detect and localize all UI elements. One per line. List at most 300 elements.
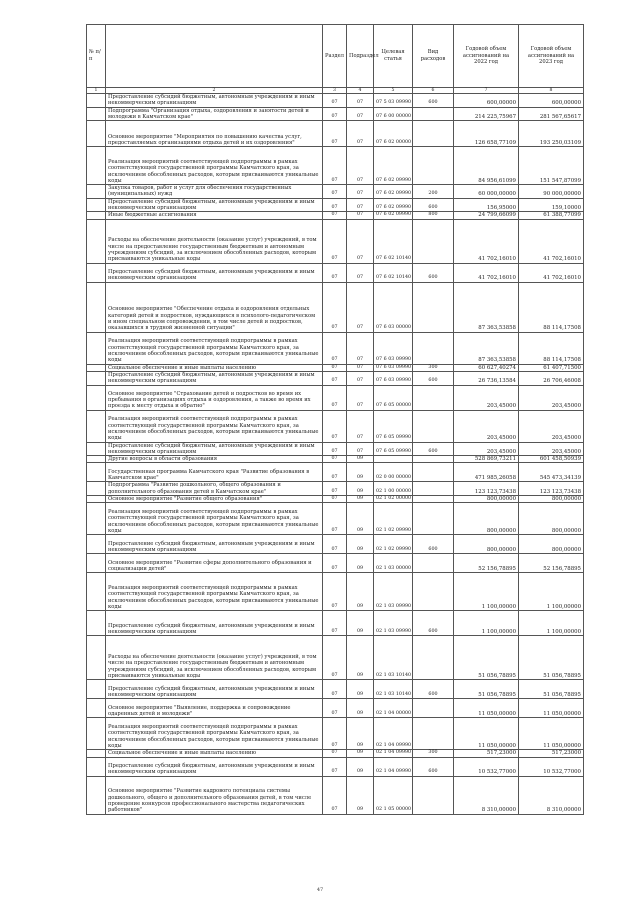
row-expense-type: 600 [413, 263, 454, 282]
row-podrazdel: 07 [347, 107, 374, 121]
row-name: Основное мероприятие "Мероприятия по повышению качества услуг, предоставляемых организациями отдыха детей и их оздоровления" [106, 121, 323, 147]
row-razdel: 07 [323, 456, 347, 463]
table-row [87, 410, 584, 442]
row-target-article: 07 6 02 09990 [374, 147, 413, 185]
row-number-cell [87, 219, 106, 263]
row-amount-2023: 41 702,16010 [519, 219, 584, 263]
row-razdel: 07 [323, 121, 347, 147]
row-podrazdel: 09 [347, 757, 374, 776]
row-amount-2022: 600,00000 [454, 94, 519, 108]
row-amount-2023: 517,23000 [519, 750, 584, 757]
row-razdel: 07 [323, 442, 347, 456]
row-number-cell [87, 371, 106, 385]
header-name [106, 25, 323, 88]
row-podrazdel: 09 [347, 463, 374, 482]
row-target-article: 02 1 03 10140 [374, 636, 413, 680]
row-number-cell [87, 410, 106, 442]
row-razdel: 07 [323, 757, 347, 776]
table-row [87, 718, 584, 750]
row-target-article: 02 1 00 00000 [374, 482, 413, 496]
row-number-cell [87, 496, 106, 503]
table-body [87, 88, 584, 815]
table-row [87, 185, 584, 199]
row-expense-type [413, 699, 454, 718]
row-expense-type [413, 219, 454, 263]
row-number-cell [87, 456, 106, 463]
row-expense-type: 600 [413, 535, 454, 554]
row-razdel: 07 [323, 219, 347, 263]
page-number: 47 [316, 887, 324, 893]
row-number-cell [87, 212, 106, 219]
row-number-cell [87, 263, 106, 282]
row-name: Предоставление субсидий бюджетным, автономным учреждениям и иным некоммерческим организациям [106, 680, 323, 699]
table-row [87, 385, 584, 410]
row-name: Реализация мероприятий соответствующей подпрограммы в рамках соответствующей государственной программы Камчатского края, за исключением обособленных расходов, которым присваиваются уникальные коды [106, 718, 323, 750]
row-amount-2023: 10 532,77000 [519, 757, 584, 776]
table-row [87, 535, 584, 554]
row-target-article: 07 6 05 00000 [374, 385, 413, 410]
row-name: Предоставление субсидий бюджетным, автономным учреждениям и иным некоммерческим организациям [106, 535, 323, 554]
row-podrazdel: 09 [347, 680, 374, 699]
row-expense-type [413, 503, 454, 535]
row-number-cell [87, 463, 106, 482]
row-name: Основное мероприятие "Развитие кадрового потенциала системы дошкольного, общего и дополнительного образования детей, в том числе проведение конкурсов профессионального мастерства педагогических работников" [106, 776, 323, 814]
row-name: Социальное обеспечение и иные выплаты населению [106, 750, 323, 757]
budget-table [86, 24, 584, 815]
row-razdel: 07 [323, 185, 347, 199]
table-row [87, 107, 584, 121]
row-amount-2022: 41 702,16010 [454, 263, 519, 282]
row-expense-type [413, 121, 454, 147]
row-podrazdel: 09 [347, 611, 374, 636]
row-razdel: 07 [323, 554, 347, 573]
row-amount-2023: 600,00000 [519, 94, 584, 108]
row-target-article: 02 1 02 09990 [374, 535, 413, 554]
row-number-cell [87, 573, 106, 611]
row-name: Расходы на обеспечение деятельности (оказание услуг) учреждений, в том числе на предоставление государственным бюджетным и автономным учреждениям субсидий, за исключением обособленных расходов, которым присваиваются уникальные коды [106, 636, 323, 680]
row-expense-type [413, 496, 454, 503]
row-amount-2023: 8 310,00000 [519, 776, 584, 814]
row-razdel: 07 [323, 535, 347, 554]
row-expense-type: 600 [413, 371, 454, 385]
row-amount-2023: 11 050,00000 [519, 699, 584, 718]
row-amount-2023: 203,45000 [519, 410, 584, 442]
row-amount-2022: 87 363,53858 [454, 282, 519, 332]
header-podrazdel: Подраздел [347, 25, 374, 88]
row-razdel: 07 [323, 371, 347, 385]
row-podrazdel: 07 [347, 282, 374, 332]
row-amount-2022: 52 156,78895 [454, 554, 519, 573]
row-razdel: 07 [323, 611, 347, 636]
row-amount-2022: 11 050,00000 [454, 718, 519, 750]
header-razdel: Раздел [323, 25, 347, 88]
row-number-cell [87, 554, 106, 573]
row-amount-2022: 126 658,77109 [454, 121, 519, 147]
row-amount-2023: 800,00000 [519, 496, 584, 503]
row-amount-2022: 800,00000 [454, 496, 519, 503]
table-row [87, 611, 584, 636]
table-row [87, 332, 584, 364]
row-amount-2022: 84 956,61099 [454, 147, 519, 185]
table-row [87, 680, 584, 699]
row-podrazdel: 07 [347, 198, 374, 212]
row-number-cell [87, 121, 106, 147]
table-row [87, 554, 584, 573]
row-target-article: 07 6 02 09990 [374, 198, 413, 212]
row-amount-2022: 60 627,40274 [454, 364, 519, 371]
row-expense-type [413, 482, 454, 496]
header-target-article: Целевая статья [374, 25, 413, 88]
row-number-cell [87, 442, 106, 456]
row-amount-2022: 60 000,00000 [454, 185, 519, 199]
table-row [87, 503, 584, 535]
row-podrazdel: 09 [347, 456, 374, 463]
row-amount-2023: 193 250,03109 [519, 121, 584, 147]
row-razdel: 07 [323, 212, 347, 219]
row-razdel: 07 [323, 107, 347, 121]
row-expense-type: 800 [413, 212, 454, 219]
header-num: № п/п [87, 25, 106, 88]
row-razdel: 07 [323, 750, 347, 757]
row-razdel: 07 [323, 718, 347, 750]
row-podrazdel: 09 [347, 636, 374, 680]
row-amount-2023: 26 706,46008 [519, 371, 584, 385]
row-amount-2023: 61 407,71500 [519, 364, 584, 371]
table-row [87, 364, 584, 371]
row-amount-2023: 52 156,78895 [519, 554, 584, 573]
row-amount-2023: 88 114,17508 [519, 282, 584, 332]
row-name: Основное мероприятие "Выявление, поддержка и сопровождение одаренных детей и молодежи" [106, 699, 323, 718]
table-row [87, 121, 584, 147]
row-target-article: 02 1 04 00000 [374, 699, 413, 718]
row-target-article [374, 456, 413, 463]
row-amount-2022: 203,45000 [454, 410, 519, 442]
row-name: Предоставление субсидий бюджетным, автономным учреждениям и иным некоммерческим организациям [106, 94, 323, 108]
row-name: Реализация мероприятий соответствующей подпрограммы в рамках соответствующей государственной программы Камчатского края, за исключением обособленных расходов, которым присваиваются уникальные коды [106, 410, 323, 442]
row-razdel: 07 [323, 332, 347, 364]
header-year-2022: Годовой объем ассигнований на 2022 год [454, 25, 519, 88]
row-number-cell [87, 185, 106, 199]
row-expense-type: 600 [413, 680, 454, 699]
row-target-article: 07 6 02 09990 [374, 212, 413, 219]
row-number-cell [87, 535, 106, 554]
row-amount-2023: 61 388,77099 [519, 212, 584, 219]
row-name: Предоставление субсидий бюджетным, автономным учреждениям и иным некоммерческим организациям [106, 263, 323, 282]
row-number-cell [87, 94, 106, 108]
row-target-article: 02 1 04 09990 [374, 757, 413, 776]
row-amount-2022: 11 050,00000 [454, 699, 519, 718]
row-amount-2022: 800,00000 [454, 535, 519, 554]
row-number-cell [87, 611, 106, 636]
row-target-article: 02 1 05 00000 [374, 776, 413, 814]
row-name: Предоставление субсидий бюджетным, автономным учреждениям и иным некоммерческим организациям [106, 371, 323, 385]
row-target-article: 02 1 03 09990 [374, 611, 413, 636]
row-amount-2023: 203,45000 [519, 385, 584, 410]
row-target-article: 07 6 03 00000 [374, 282, 413, 332]
row-amount-2023: 601 458,50939 [519, 456, 584, 463]
row-podrazdel: 09 [347, 554, 374, 573]
row-amount-2023: 88 114,17508 [519, 332, 584, 364]
row-target-article: 07 6 02 00000 [374, 121, 413, 147]
row-name: Предоставление субсидий бюджетным, автономным учреждениям и иным некоммерческим организациям [106, 757, 323, 776]
budget-table-page [86, 24, 583, 815]
row-target-article: 02 1 04 09990 [374, 718, 413, 750]
row-podrazdel: 07 [347, 410, 374, 442]
row-name: Закупка товаров, работ и услуг для обеспечения государственных (муниципальных) нужд [106, 185, 323, 199]
table-row [87, 456, 584, 463]
row-number-cell [87, 385, 106, 410]
row-amount-2022: 203,45000 [454, 385, 519, 410]
row-name: Предоставление субсидий бюджетным, автономным учреждениям и иным некоммерческим организациям [106, 611, 323, 636]
row-target-article: 02 1 03 10140 [374, 680, 413, 699]
row-expense-type: 600 [413, 94, 454, 108]
row-razdel: 07 [323, 198, 347, 212]
row-expense-type [413, 282, 454, 332]
table-row [87, 212, 584, 219]
row-target-article: 07 6 02 09990 [374, 185, 413, 199]
row-podrazdel: 09 [347, 503, 374, 535]
row-amount-2022: 1 100,00000 [454, 611, 519, 636]
row-amount-2022: 123 123,73438 [454, 482, 519, 496]
row-name: Реализация мероприятий соответствующей подпрограммы в рамках соответствующей государственной программы Камчатского края, за исключением обособленных расходов, которым присваиваются уникальные коды [106, 573, 323, 611]
row-razdel: 07 [323, 364, 347, 371]
table-row [87, 636, 584, 680]
row-number-cell [87, 750, 106, 757]
row-razdel: 07 [323, 282, 347, 332]
row-name: Другие вопросы в области образования [106, 456, 323, 463]
row-podrazdel: 07 [347, 219, 374, 263]
row-number-cell [87, 718, 106, 750]
row-target-article: 07 6 02 10140 [374, 263, 413, 282]
row-target-article: 07 6 03 09990 [374, 332, 413, 364]
row-target-article: 07 5 03 09990 [374, 94, 413, 108]
row-amount-2023: 800,00000 [519, 503, 584, 535]
row-razdel: 07 [323, 503, 347, 535]
row-amount-2023: 545 473,34139 [519, 463, 584, 482]
row-podrazdel: 09 [347, 535, 374, 554]
table-row [87, 757, 584, 776]
row-razdel: 07 [323, 496, 347, 503]
row-target-article: 02 1 02 00000 [374, 496, 413, 503]
row-number-cell [87, 636, 106, 680]
row-amount-2023: 41 702,16010 [519, 263, 584, 282]
column-index: 7 [454, 88, 519, 94]
table-row [87, 776, 584, 814]
row-name: Основное мероприятие "Обеспечение отдыха и оздоровления отдельных категорий детей и подростков, нуждающихся в психолого-педагогическом и ином специальном сопровождении, в том числе детей и подростков, оказавшихся в трудной жизненной ситуации" [106, 282, 323, 332]
row-target-article: 07 6 03 09990 [374, 371, 413, 385]
table-row [87, 219, 584, 263]
row-number-cell [87, 503, 106, 535]
row-razdel: 07 [323, 699, 347, 718]
row-name: Основное мероприятие "Развитие общего образования" [106, 496, 323, 503]
row-amount-2022: 528 869,73211 [454, 456, 519, 463]
row-amount-2023: 90 000,00000 [519, 185, 584, 199]
row-podrazdel: 07 [347, 185, 374, 199]
column-index: 2 [106, 88, 323, 94]
row-expense-type: 600 [413, 611, 454, 636]
row-expense-type [413, 332, 454, 364]
row-razdel: 07 [323, 776, 347, 814]
row-name: Государственная программа Камчатского края "Развитие образования в Камчатском крае" [106, 463, 323, 482]
row-amount-2022: 51 056,78895 [454, 636, 519, 680]
row-target-article: 07 6 05 09990 [374, 442, 413, 456]
row-amount-2022: 517,23000 [454, 750, 519, 757]
row-expense-type [413, 456, 454, 463]
row-number-cell [87, 757, 106, 776]
row-target-article: 07 6 02 10140 [374, 219, 413, 263]
row-podrazdel: 07 [347, 147, 374, 185]
table-row [87, 573, 584, 611]
row-number-cell [87, 107, 106, 121]
table-row [87, 463, 584, 482]
row-razdel: 07 [323, 482, 347, 496]
row-number-cell [87, 282, 106, 332]
row-podrazdel: 09 [347, 482, 374, 496]
row-amount-2022: 24 799,66099 [454, 212, 519, 219]
row-razdel: 07 [323, 636, 347, 680]
row-amount-2022: 1 100,00000 [454, 573, 519, 611]
row-amount-2022: 203,45000 [454, 442, 519, 456]
row-amount-2023: 51 056,78895 [519, 636, 584, 680]
row-name: Реализация мероприятий соответствующей подпрограммы в рамках соответствующей государственной программы Камчатского края, за исключением обособленных расходов, которым присваиваются уникальные коды [106, 147, 323, 185]
row-amount-2023: 51 056,78895 [519, 680, 584, 699]
row-expense-type: 300 [413, 750, 454, 757]
row-expense-type [413, 573, 454, 611]
column-index: 3 [323, 88, 347, 94]
row-name: Расходы на обеспечение деятельности (оказание услуг) учреждений, в том числе на предоставление государственным бюджетным и автономным учреждениям субсидий, за исключением обособленных расходов, которым присваиваются уникальные коды [106, 219, 323, 263]
row-target-article: 07 6 00 00000 [374, 107, 413, 121]
column-index: 8 [519, 88, 584, 94]
row-expense-type: 600 [413, 757, 454, 776]
row-razdel: 07 [323, 573, 347, 611]
row-amount-2022: 41 702,16010 [454, 219, 519, 263]
row-name: Социальное обеспечение и иные выплаты населению [106, 364, 323, 371]
row-podrazdel: 09 [347, 750, 374, 757]
row-podrazdel: 07 [347, 332, 374, 364]
row-amount-2023: 1 100,00000 [519, 611, 584, 636]
row-razdel: 07 [323, 94, 347, 108]
row-name: Предоставление субсидий бюджетным, автономным учреждениям и иным некоммерческим организациям [106, 198, 323, 212]
row-target-article: 02 0 00 00000 [374, 463, 413, 482]
row-name: Иные бюджетные ассигнования [106, 212, 323, 219]
row-razdel: 07 [323, 263, 347, 282]
row-target-article: 07 6 05 09990 [374, 410, 413, 442]
row-name: Подпрограмма "Развитие дошкольного, общего образования и дополнительного образования детей в Камчатском крае" [106, 482, 323, 496]
row-amount-2022: 800,00000 [454, 503, 519, 535]
row-podrazdel: 09 [347, 573, 374, 611]
row-amount-2022: 8 310,00000 [454, 776, 519, 814]
row-expense-type [413, 636, 454, 680]
row-name: Реализация мероприятий соответствующей подпрограммы в рамках соответствующей государственной программы Камчатского края, за исключением обособленных расходов, которым присваиваются уникальные коды [106, 503, 323, 535]
row-expense-type [413, 410, 454, 442]
row-target-article: 02 1 02 09990 [374, 503, 413, 535]
table-row [87, 699, 584, 718]
row-podrazdel: 07 [347, 263, 374, 282]
column-index: 1 [87, 88, 106, 94]
row-number-cell [87, 680, 106, 699]
table-header [87, 25, 584, 88]
row-expense-type [413, 463, 454, 482]
row-podrazdel: 07 [347, 212, 374, 219]
row-number-cell [87, 364, 106, 371]
row-target-article: 02 1 03 00000 [374, 554, 413, 573]
row-number-cell [87, 482, 106, 496]
row-name: Основное мероприятие "Развитие сферы дополнительного образования и социализации детей" [106, 554, 323, 573]
header-year-2023: Годовой объем ассигнований на 2023 год [519, 25, 584, 88]
row-podrazdel: 09 [347, 496, 374, 503]
row-podrazdel: 09 [347, 718, 374, 750]
row-expense-type [413, 776, 454, 814]
row-podrazdel: 07 [347, 371, 374, 385]
row-number-cell [87, 198, 106, 212]
row-razdel: 07 [323, 463, 347, 482]
row-amount-2022: 26 736,13584 [454, 371, 519, 385]
row-expense-type: 600 [413, 198, 454, 212]
row-podrazdel: 07 [347, 94, 374, 108]
row-amount-2022: 10 532,77000 [454, 757, 519, 776]
row-amount-2023: 159,10000 [519, 198, 584, 212]
table-row [87, 94, 584, 108]
row-razdel: 07 [323, 385, 347, 410]
table-row [87, 282, 584, 332]
table-row [87, 198, 584, 212]
row-podrazdel: 07 [347, 442, 374, 456]
row-target-article: 07 6 03 09990 [374, 364, 413, 371]
table-row [87, 147, 584, 185]
row-amount-2023: 203,45000 [519, 442, 584, 456]
row-amount-2022: 51 056,78895 [454, 680, 519, 699]
table-row [87, 482, 584, 496]
row-name: Подпрограмма "Организация отдыха, оздоровления и занятости детей и молодежи в Камчатском крае" [106, 107, 323, 121]
row-amount-2023: 800,00000 [519, 535, 584, 554]
row-podrazdel: 09 [347, 699, 374, 718]
row-number-cell [87, 147, 106, 185]
row-podrazdel: 09 [347, 776, 374, 814]
row-target-article: 02 1 04 09990 [374, 750, 413, 757]
row-amount-2022: 87 363,53858 [454, 332, 519, 364]
row-expense-type: 200 [413, 185, 454, 199]
row-expense-type [413, 107, 454, 121]
row-expense-type: 600 [413, 442, 454, 456]
row-target-article: 02 1 03 09990 [374, 573, 413, 611]
row-razdel: 07 [323, 147, 347, 185]
row-expense-type [413, 554, 454, 573]
row-expense-type [413, 385, 454, 410]
header-expense-type: Вид расходов [413, 25, 454, 88]
row-amount-2022: 471 985,26058 [454, 463, 519, 482]
column-index: 5 [374, 88, 413, 94]
row-razdel: 07 [323, 680, 347, 699]
row-amount-2023: 151 547,87099 [519, 147, 584, 185]
column-index: 4 [347, 88, 374, 94]
row-amount-2023: 281 567,65617 [519, 107, 584, 121]
row-expense-type [413, 147, 454, 185]
row-number-cell [87, 699, 106, 718]
row-name: Реализация мероприятий соответствующей подпрограммы в рамках соответствующей государственной программы Камчатского края, за исключением обособленных расходов, которым присваиваются уникальные коды [106, 332, 323, 364]
row-name: Основное мероприятие "Страхование детей и подростков во время их пребывания в организациях отдыха и оздоровления, а также во время их проезда к месту отдыха и обратно" [106, 385, 323, 410]
row-podrazdel: 07 [347, 364, 374, 371]
row-amount-2023: 11 050,00000 [519, 718, 584, 750]
table-row [87, 263, 584, 282]
row-expense-type [413, 718, 454, 750]
table-row [87, 496, 584, 503]
row-amount-2022: 156,95000 [454, 198, 519, 212]
row-podrazdel: 07 [347, 385, 374, 410]
row-amount-2022: 214 225,75967 [454, 107, 519, 121]
row-expense-type: 300 [413, 364, 454, 371]
row-razdel: 07 [323, 410, 347, 442]
table-row [87, 442, 584, 456]
